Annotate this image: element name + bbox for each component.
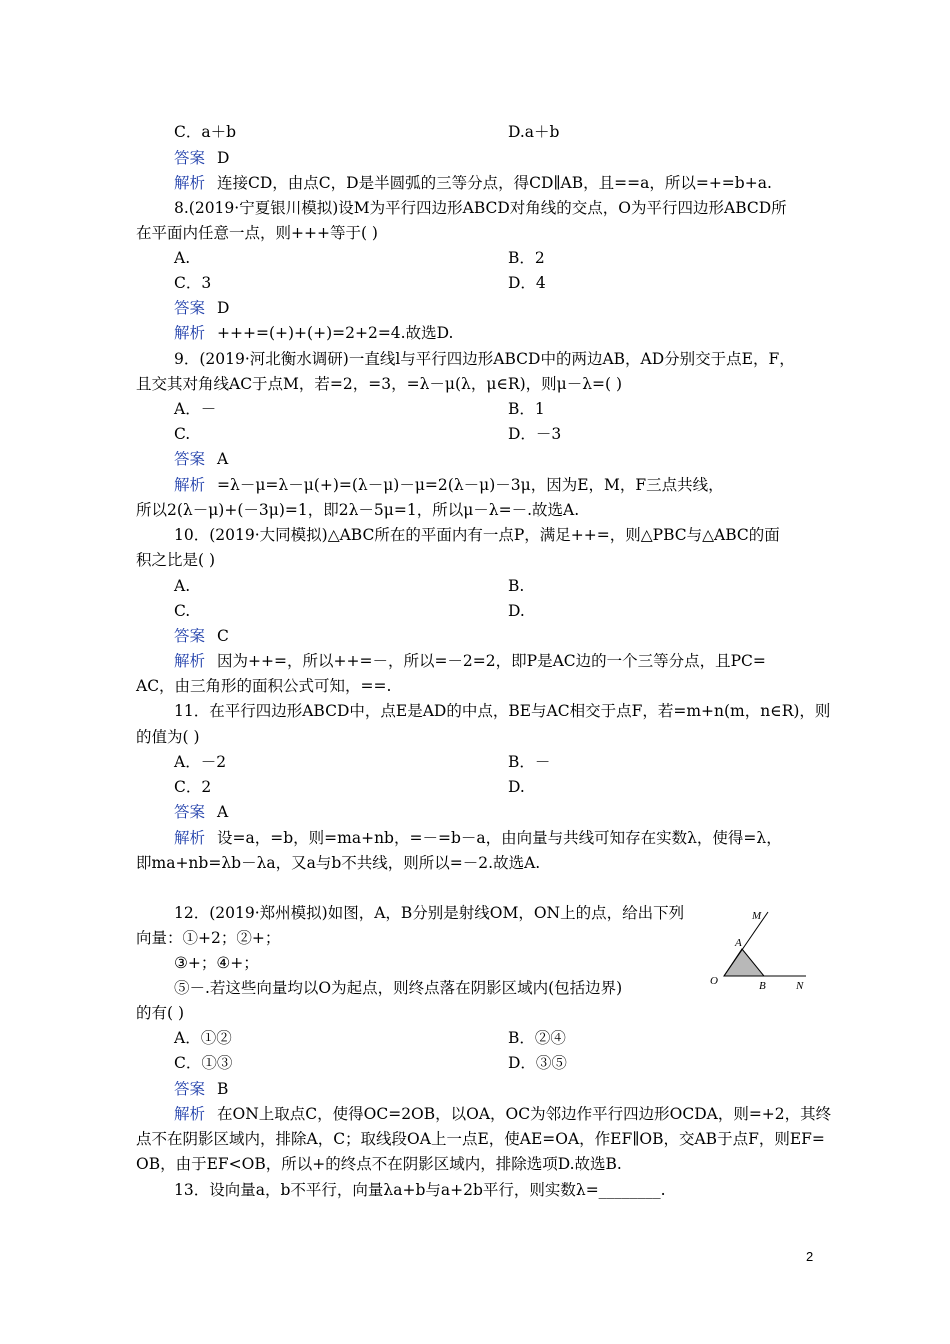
analysis-label: 解析: [174, 1105, 206, 1123]
label-a: A: [735, 937, 742, 949]
label-o: O: [710, 975, 718, 987]
option-c: C．①③: [174, 1054, 233, 1072]
text-line: D.a＋b: [508, 123, 560, 141]
option-b: B.: [508, 577, 525, 595]
option-d: D.: [508, 778, 525, 796]
question-line: ⑤－.若这些向量均以O为起点，则终点落在阴影区域内(包括边界): [174, 979, 623, 997]
question-line: 在平面内任意一点，则+++等于( ): [136, 224, 378, 242]
option-d: D.: [508, 602, 525, 620]
analysis-line: 所以2(λ－μ)+(－3μ)=1，即2λ－5μ=1，所以μ－λ=－.故选A.: [136, 501, 580, 519]
answer-line: 答案 D: [174, 299, 230, 317]
analysis-line: AC，由三角形的面积公式可知，==.: [136, 677, 392, 695]
analysis-line: 解析 因为++=，所以++=－，所以=－2=2，即P是AC边的一个三等分点，且PC=: [174, 652, 766, 670]
option-c: C.: [174, 602, 191, 620]
answer-label: 答案: [174, 450, 206, 468]
option-a: A．－: [174, 400, 217, 418]
label-b: B: [759, 980, 766, 992]
answer-line: 答案 A: [174, 803, 229, 821]
question-line: 12．(2019·郑州模拟)如图，A，B分别是射线OM，ON上的点，给出下列: [174, 904, 685, 922]
option-d: D．③⑤: [508, 1054, 567, 1072]
answer-label: 答案: [174, 627, 206, 645]
option-b: B．－: [508, 753, 551, 771]
option-b: B．1: [508, 400, 545, 418]
option-c: C．2: [174, 778, 212, 796]
option-c: C.: [174, 425, 191, 443]
analysis-line: 解析 =λ－μ=λ－μ(+)=(λ－μ)－μ=2(λ－μ)－3μ，因为E，M，F三点共线，: [174, 476, 724, 494]
question-line: 的有( ): [136, 1004, 185, 1022]
question-line: 10．(2019·大同模拟)△ABC所在的平面内有一点P，满足++=，则△PBC与△ABC的面: [174, 526, 780, 544]
question-line: 9．(2019·河北衡水调研)一直线l与平行四边形ABCD中的两边AB，AD分别交于点E，F，: [174, 350, 795, 368]
analysis-line: 解析 在ON上取点C，使得OC=2OB，以OA，OC为邻边作平行四边形OCDA，则=+2，其终: [174, 1105, 832, 1123]
question-line: 积之比是( ): [136, 551, 216, 569]
label-n: N: [796, 980, 804, 992]
shaded-region: [724, 949, 764, 976]
question-line: 的值为( ): [136, 728, 200, 746]
option-a: A.: [174, 249, 191, 267]
answer-label: 答案: [174, 149, 206, 167]
answer-line: 答案 C: [174, 627, 229, 645]
answer-label: 答案: [174, 299, 206, 317]
option-d: D．－3: [508, 425, 562, 443]
analysis-line: 解析 设=a，=b，则=ma+nb，=－=b－a，由向量与共线可知存在实数λ，使得=λ，: [174, 829, 782, 847]
option-a: A．－2: [174, 753, 227, 771]
question-line: 且交其对角线AC于点M，若=2，=3，=λ－μ(λ，μ∈R)，则μ－λ=( ): [136, 375, 623, 393]
option-a: A.: [174, 577, 191, 595]
analysis-line: 解析 +++=(+)+(+)=2+2=4.故选D.: [174, 324, 454, 342]
answer-label: 答案: [174, 803, 206, 821]
analysis-label: 解析: [174, 829, 206, 847]
analysis-label: 解析: [174, 324, 206, 342]
question-line: ③+；④+；: [174, 954, 259, 972]
answer-label: 答案: [174, 1080, 206, 1098]
option-b: B．②④: [508, 1029, 566, 1047]
analysis-label: 解析: [174, 476, 206, 494]
analysis-line: 即ma+nb=λb－λa，又a与b不共线，则所以=－2.故选A.: [136, 854, 541, 872]
option-b: B．2: [508, 249, 545, 267]
analysis-line: OB，由于EF<OB，所以+的终点不在阴影区域内，排除选项D.故选B.: [136, 1155, 622, 1173]
option-a: A．①②: [174, 1029, 232, 1047]
answer-line: 答案 A: [174, 450, 229, 468]
label-m: M: [752, 910, 762, 922]
analysis-label: 解析: [174, 174, 206, 192]
analysis-label: 解析: [174, 652, 206, 670]
question-line: 8.(2019·宁夏银川模拟)设M为平行四边形ABCD对角线的交点，O为平行四边形ABCD所: [174, 199, 787, 217]
analysis-line: 点不在阴影区域内，排除A，C；取线段OA上一点E，使AE=OA，作EF∥OB，交AB于点F，则EF=: [136, 1130, 825, 1148]
answer-line: 答案 B: [174, 1080, 229, 1098]
analysis-line: 解析 连接CD，由点C，D是半圆弧的三等分点，得CD∥AB，且==a，所以=+=b+a.: [174, 174, 772, 192]
question-line: 13．设向量a，b不平行，向量λa+b与a+2b平行，则实数λ=________.: [174, 1181, 666, 1199]
ray-figure: [704, 904, 814, 994]
option-d: D．4: [508, 274, 546, 292]
page-number: 2: [806, 1249, 814, 1264]
question-line: 向量：①+2；②+；: [136, 929, 281, 947]
question-line: 11．在平行四边形ABCD中，点E是AD的中点，BE与AC相交于点F，若=m+n(m，n∈R)，则: [174, 702, 831, 720]
option-c: C．3: [174, 274, 212, 292]
answer-line: 答案 D: [174, 149, 230, 167]
text-line: C．a＋b: [174, 123, 237, 141]
